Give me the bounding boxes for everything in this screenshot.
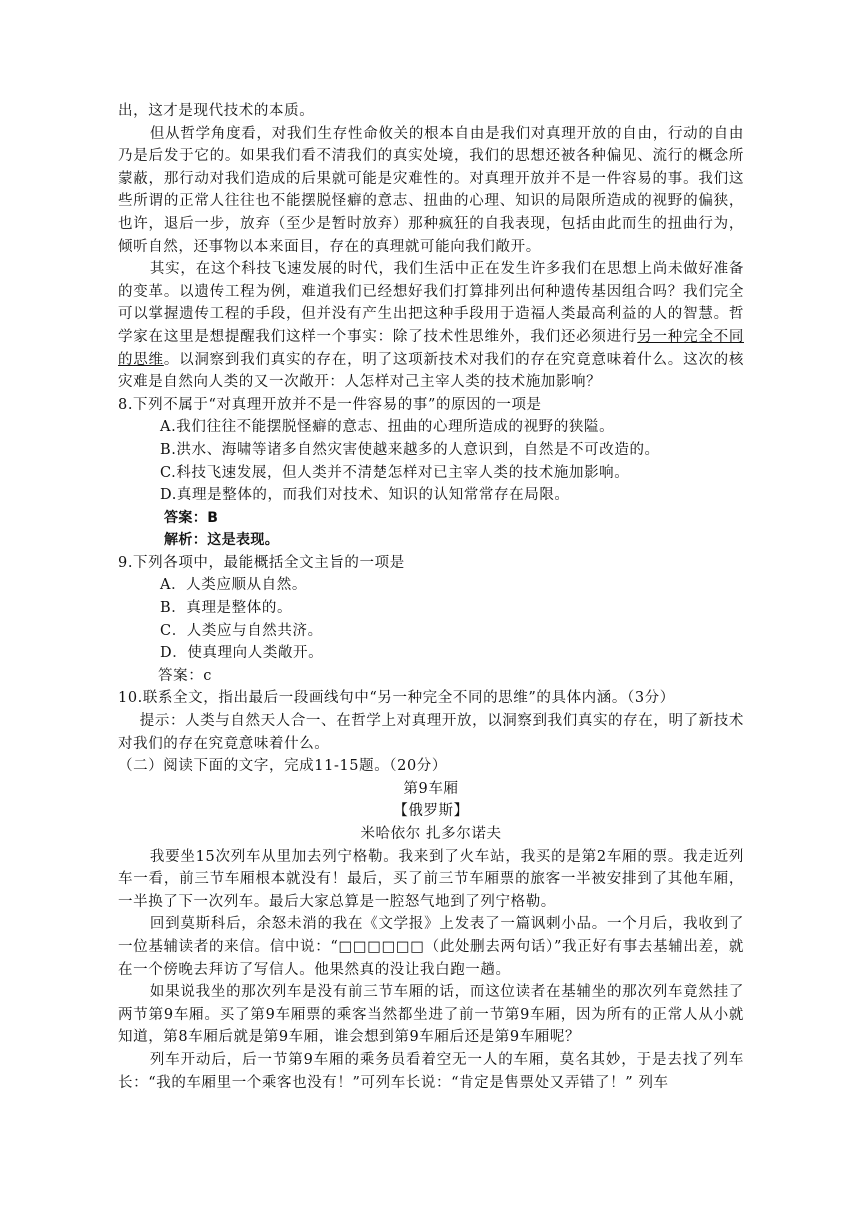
question-9-option-a: A．人类应顺从自然。 xyxy=(160,577,307,594)
question-9-stem: 9.下列各项中，最能概括全文主旨的一项是 xyxy=(118,554,405,571)
question-9-option-d: D．使真理向人类敞开。 xyxy=(160,645,324,662)
story-paragraph-1: 我要坐15次列车从里加去列宁格勒。我来到了火车站，我买的是第2车厢的票。我走近列车一看，前三节车厢根本就没有！最后，买了前三节车厢票的旅客一半被安排到了其他车厢，一半换了下一次列车。最后大家总算是一腔怒气地到了列宁格勒。 xyxy=(118,848,744,910)
document-page xyxy=(118,100,744,1094)
question-8-analysis: 解析：这是表现。 xyxy=(164,532,280,549)
section-2-intro: （二）阅读下面的文字，完成11-15题。（20分） xyxy=(118,758,447,775)
passage-paragraph-2 xyxy=(118,258,744,394)
story-author: 米哈依尔 扎多尔诺夫 xyxy=(360,826,502,842)
question-8-option-c: C.科技飞速发展，但人类并不清楚怎样对已主宰人类的技术施加影响。 xyxy=(160,464,630,481)
question-8-option-b: B.洪水、海啸等诸多自然灾害使越来越多的人意识到，自然是不可改造的。 xyxy=(160,441,660,458)
question-10-hint: 提示：人类与自然天人合一、在哲学上对真理开放，以洞察到我们真实的存在，明了新技术对我们的存在究竟意味着什么。 xyxy=(118,713,744,752)
passage-paragraph-2-part-b: 。以洞察到我们真实的存在，明了这项新技术对我们的存在究竟意味着什么。这次的核灾难是自然向人类的又一次敞开：人怎样对己主宰人类的技术施加影响？ xyxy=(118,351,744,391)
story-title: 第9车厢 xyxy=(403,780,459,797)
passage-paragraph-2-part-a: 其实，在这个科技飞速发展的时代，我们生活中正在发生许多我们在思想上尚未做好准备的变革。以遗传工程为例，难道我们已经想好我们打算排列出何种遗传基因组合吗？我们完全可以掌握遗传工程的手段，但并没有产生出把这种手段用于造福人类最高利益的人的智慧。哲学家在这里是想提醒我们这样一个事实：除了技术性思维外，我们还必须进行 xyxy=(118,261,744,345)
story-paragraph-3: 如果说我坐的那次列车是没有前三节车厢的话，而这位读者在基辅坐的那次列车竟然挂了两节第9车厢。买了第9车厢票的乘客当然都坐进了前一节第9车厢，因为所有的正常人从小就知道，第8车厢后就是第9车厢，谁会想到第9车厢后还是第9车厢呢？ xyxy=(118,984,744,1046)
passage-paragraph-0: 出，这才是现代技术的本质。 xyxy=(118,103,315,119)
question-8-option-a: A.我们往往不能摆脱怪癖的意志、扭曲的心理所造成的视野的狭隘。 xyxy=(160,419,615,436)
story-paragraph-2: 回到莫斯科后，余怒未消的我在《文学报》上发表了一篇讽刺小品。一个月后，我收到了一位基辅读者的来信。信中说：“□□□□□□（此处删去两句话）”我正好有事去基辅出差，就在一个傍晚去拜访了写信人。他果然真的没让我白跑一趟。 xyxy=(118,916,744,978)
question-10-stem: 10.联系全文，指出最后一段画线句中“另一种完全不同的思维”的具体内涵。（3分） xyxy=(118,690,675,707)
story-paragraph-4: 列车开动后，后一节第9车厢的乘务员看着空无一人的车厢，莫名其妙，于是去找了列车长：“我的车厢里一个乘客也没有！”可列车长说：“肯定是售票处又弄错了！” 列车 xyxy=(118,1051,744,1091)
question-9-answer: 答案：c xyxy=(158,667,213,684)
question-9-option-b: B．真理是整体的。 xyxy=(160,600,293,617)
underlined-sentence: 另一种完全不同的思维 xyxy=(118,328,744,368)
question-9-option-c: C．人类应与自然共济。 xyxy=(160,622,323,639)
question-8-answer: 答案：B xyxy=(164,509,219,526)
passage-paragraph-1: 但从哲学角度看，对我们生存性命攸关的根本自由是我们对真理开放的自由，行动的自由乃是后发于它的。如果我们看不清我们的真实处境，我们的思想还被各种偏见、流行的概念所蒙蔽，那行动对我们造成的后果就可能是灾难性的。对真理开放并不是一件容易的事。我们这些所谓的正常人往往也不能摆脱怪癖的意志、扭曲的心理、知识的局限所造成的视野的偏狭，也许，退后一步，放弃（至少是暂时放弃）那种疯狂的自我表现，包括由此而生的扭曲行为，倾听自然，还事物以本来面目，存在的真理就可能向我们敞开。 xyxy=(118,125,744,255)
story-country: 【俄罗斯】 xyxy=(393,803,469,820)
question-8-option-d: D.真理是整体的，而我们对技术、知识的认知常常存在局限。 xyxy=(160,487,570,504)
question-8-stem: 8.下列不属于“对真理开放并不是一件容易的事”的原因的一项是 xyxy=(118,396,542,413)
